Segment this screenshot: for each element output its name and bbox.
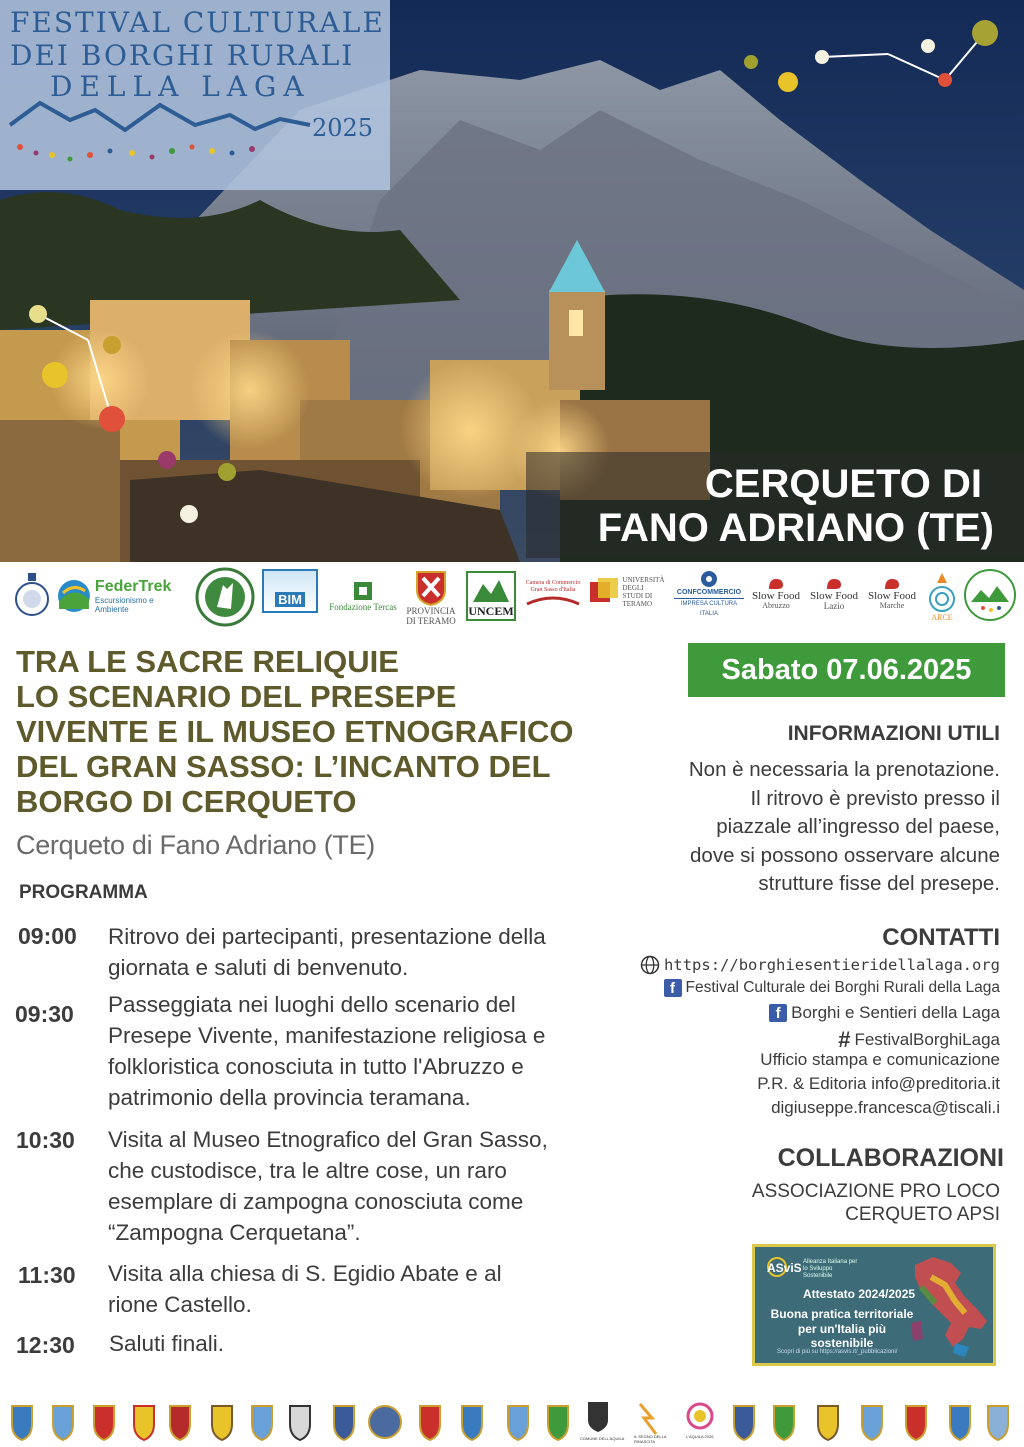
contatti-heading: CONTATTI — [882, 924, 1000, 951]
location-banner — [526, 452, 1024, 558]
laquila-2026-label: L'AQUILA 2026 — [686, 1434, 714, 1439]
asvis-certificate — [752, 1244, 996, 1366]
program-line: che custodisce, tra le altre cose, un raro — [108, 1158, 507, 1183]
federtrek-logo — [57, 566, 189, 626]
bim-label: BIM — [275, 592, 305, 607]
globe-icon — [640, 955, 660, 975]
facebook-icon: f — [664, 979, 682, 997]
program-line: “Zampogna Cerquetana”. — [108, 1220, 361, 1245]
hashtag-icon: # — [838, 1027, 851, 1052]
municipality-crest-icon — [12, 1406, 568, 1440]
provincia-teramo-label: PROVINCIA DI TERAMO — [406, 606, 456, 626]
parco-nazionale-logo — [194, 566, 256, 628]
program-line: Presepe Vivente, manifestazione religiosa e — [108, 1023, 546, 1048]
municipality-crests — [0, 1398, 1024, 1444]
slow-food-label-1: Slow Food — [752, 590, 800, 602]
title-line: DEL GRAN SASSO: L’INCANTO DEL — [16, 749, 551, 784]
location-line2: FANO ADRIANO (TE) — [597, 506, 994, 550]
info-line: strutture fisse del presepe. — [758, 872, 1000, 895]
program-line: patrimonio della provincia teramana. — [108, 1085, 471, 1110]
fondazione-tercas-logo — [325, 566, 401, 626]
uncem-logo — [465, 566, 517, 626]
segno-rinascita-logo — [640, 1404, 656, 1434]
program-text — [108, 1258, 502, 1320]
info-line: Il ritrovo è previsto presso il — [750, 786, 1000, 810]
universita-teramo-logo — [587, 566, 665, 618]
slow-food-label-3: Slow Food — [868, 590, 916, 602]
crest-row — [0, 1398, 1024, 1444]
asvis-note: Scopri di più su https://asvis.it/_pubblicazioni/ — [777, 1349, 898, 1355]
confcommercio-logo — [674, 566, 744, 622]
info-body — [620, 756, 1000, 899]
program-line: Visita alla chiesa di S. Egidio Abate e al — [108, 1261, 502, 1286]
slow-food-sub-2: Lazio — [823, 601, 845, 611]
title-line: TRA LE SACRE RELIQUIE — [16, 644, 399, 679]
collaborazioni-heading: COLLABORAZIONI — [777, 1144, 1004, 1172]
ufficio-stampa-text: Ufficio stampa e comunicazione — [760, 1050, 1000, 1069]
program-text — [108, 989, 545, 1113]
comune-aquila-label: COMUNE DELL'AQUILA — [580, 1436, 625, 1441]
collab-line: CERQUETO APSI — [845, 1204, 1000, 1225]
program-time: 11:30 — [18, 1262, 76, 1288]
title-line: LO SCENARIO DEL PRESEPE — [16, 679, 457, 714]
program-text — [108, 921, 546, 983]
facebook-borghi-link[interactable] — [769, 1003, 1000, 1023]
sponsor-logos — [0, 566, 1024, 628]
crest-logo — [12, 566, 52, 626]
event-date-badge: Sabato 07.06.2025 — [688, 643, 1005, 697]
confcommercio-sub: IMPRESA CULTURA ITALIA — [674, 598, 744, 619]
event-title — [16, 644, 636, 819]
program-line: Passeggiata nei luoghi dello scenario del — [108, 992, 516, 1017]
info-line: piazzale all’ingresso del paese, — [716, 815, 1000, 838]
federtrek-label: FederTrek — [94, 578, 172, 595]
location-line1: CERQUETO DI — [704, 462, 982, 506]
facebook-festival-text: Festival Culturale dei Borghi Rurali della Laga — [685, 979, 1000, 996]
provincia-teramo-logo — [404, 566, 458, 628]
program-line: Ritrovo dei partecipanti, presentazione della — [108, 924, 546, 949]
festival-title-line2: DEI BORGHI RURALI — [10, 39, 355, 72]
slow-food-marche-logo — [864, 566, 920, 622]
info-line: Non è necessaria la prenotazione. — [688, 758, 1000, 781]
festival-year: 2025 — [312, 114, 374, 142]
collab-line: ASSOCIAZIONE PRO LOCO — [751, 1181, 1000, 1202]
mountain-line-icon — [0, 95, 390, 190]
program-line: giornata e saluti di benvenuto. — [108, 955, 409, 980]
fondazione-tercas-label: Fondazione Tercas — [329, 602, 397, 612]
program-time: 09:30 — [15, 1001, 74, 1027]
asvis-brand-sub: Alleanza Italiana per lo Sviluppo Sostenibile — [803, 1259, 858, 1279]
universita-teramo-label: UNIVERSITÀ DEGLI STUDI DI TERAMO — [622, 576, 665, 608]
info-heading: INFORMAZIONI UTILI — [787, 722, 1000, 745]
arce-logo — [924, 566, 960, 626]
festival-title-line1: FESTIVAL CULTURALE — [10, 6, 385, 39]
festival-title-line3: DELLA LAGA — [50, 70, 311, 103]
program-time: 09:00 — [18, 923, 77, 949]
programma-heading: PROGRAMMA — [19, 882, 148, 903]
program-line: Saluti finali. — [109, 1331, 225, 1356]
segno-rinascita-label: IL SEGNO DELLA RINASCITA — [634, 1434, 667, 1444]
facebook-festival-link[interactable] — [664, 979, 1000, 997]
uncem-label: UNCEM — [468, 604, 514, 618]
info-line: dove si possono osservare alcune — [690, 843, 1000, 867]
hashtag-text: FestivalBorghiLaga — [854, 1030, 1000, 1049]
asvis-line2: per un'Italia più sostenibile — [797, 1322, 887, 1350]
hero-image — [0, 0, 1024, 562]
festival-logo — [0, 0, 390, 190]
camera-commercio-logo — [524, 566, 582, 622]
program-line: folkloristica conosciuta in tutto l'Abruzzo e — [108, 1054, 524, 1079]
collaborazioni-body — [752, 1180, 1000, 1226]
confcommercio-label: CONFCOMMERCIO — [676, 588, 742, 596]
slow-food-label-2: Slow Food — [810, 590, 858, 602]
website-url: https://borghiesentieridellalaga.org — [664, 956, 1000, 974]
slow-food-sub-3: Marche — [879, 601, 905, 610]
slow-food-lazio-logo — [806, 566, 862, 622]
pr-editoria-text: P.R. & Editoria info@preditoria.it — [757, 1074, 1000, 1093]
facebook-icon: f — [769, 1004, 787, 1022]
program-line: rione Castello. — [108, 1292, 252, 1317]
title-line: BORGO DI CERQUETO — [16, 784, 357, 819]
program-time: 12:30 — [16, 1332, 75, 1358]
borghi-sentieri-logo — [962, 566, 1018, 624]
program-text — [109, 1328, 224, 1359]
website-link[interactable] — [640, 955, 1000, 975]
asvis-line1: Buona pratica territoriale — [770, 1307, 914, 1321]
facebook-borghi-text: Borghi e Sentieri della Laga — [791, 1003, 1000, 1022]
camera-commercio-label: Camera di Commercio Gran Sasso d'Italia — [525, 580, 581, 593]
event-subtitle: Cerqueto di Fano Adriano (TE) — [16, 830, 375, 860]
laquila-2026-logo — [688, 1404, 712, 1428]
bim-logo — [261, 566, 319, 616]
slow-food-sub-1: Abruzzo — [762, 601, 790, 610]
comune-aquila-logo — [588, 1402, 608, 1432]
slow-food-abruzzo-logo — [748, 566, 804, 622]
program-time: 10:30 — [16, 1127, 75, 1153]
asvis-brand: ASviS — [767, 1261, 802, 1275]
program-text — [108, 1124, 600, 1248]
asvis-attestato: Attestato 2024/2025 — [803, 1287, 916, 1301]
federtrek-sub: Escursionismo e Ambiente — [94, 596, 154, 614]
program-line: esemplare di zampogna conosciuta come — [108, 1189, 524, 1214]
email-text: digiuseppe.francesca@tiscali.i — [771, 1098, 1000, 1117]
arce-label: ARCE — [931, 613, 953, 622]
title-line: VIVENTE E IL MUSEO ETNOGRAFICO — [16, 714, 574, 749]
municipality-crest-icon — [734, 1406, 1008, 1440]
program-line: Visita al Museo Etnografico del Gran Sasso, — [108, 1127, 548, 1152]
